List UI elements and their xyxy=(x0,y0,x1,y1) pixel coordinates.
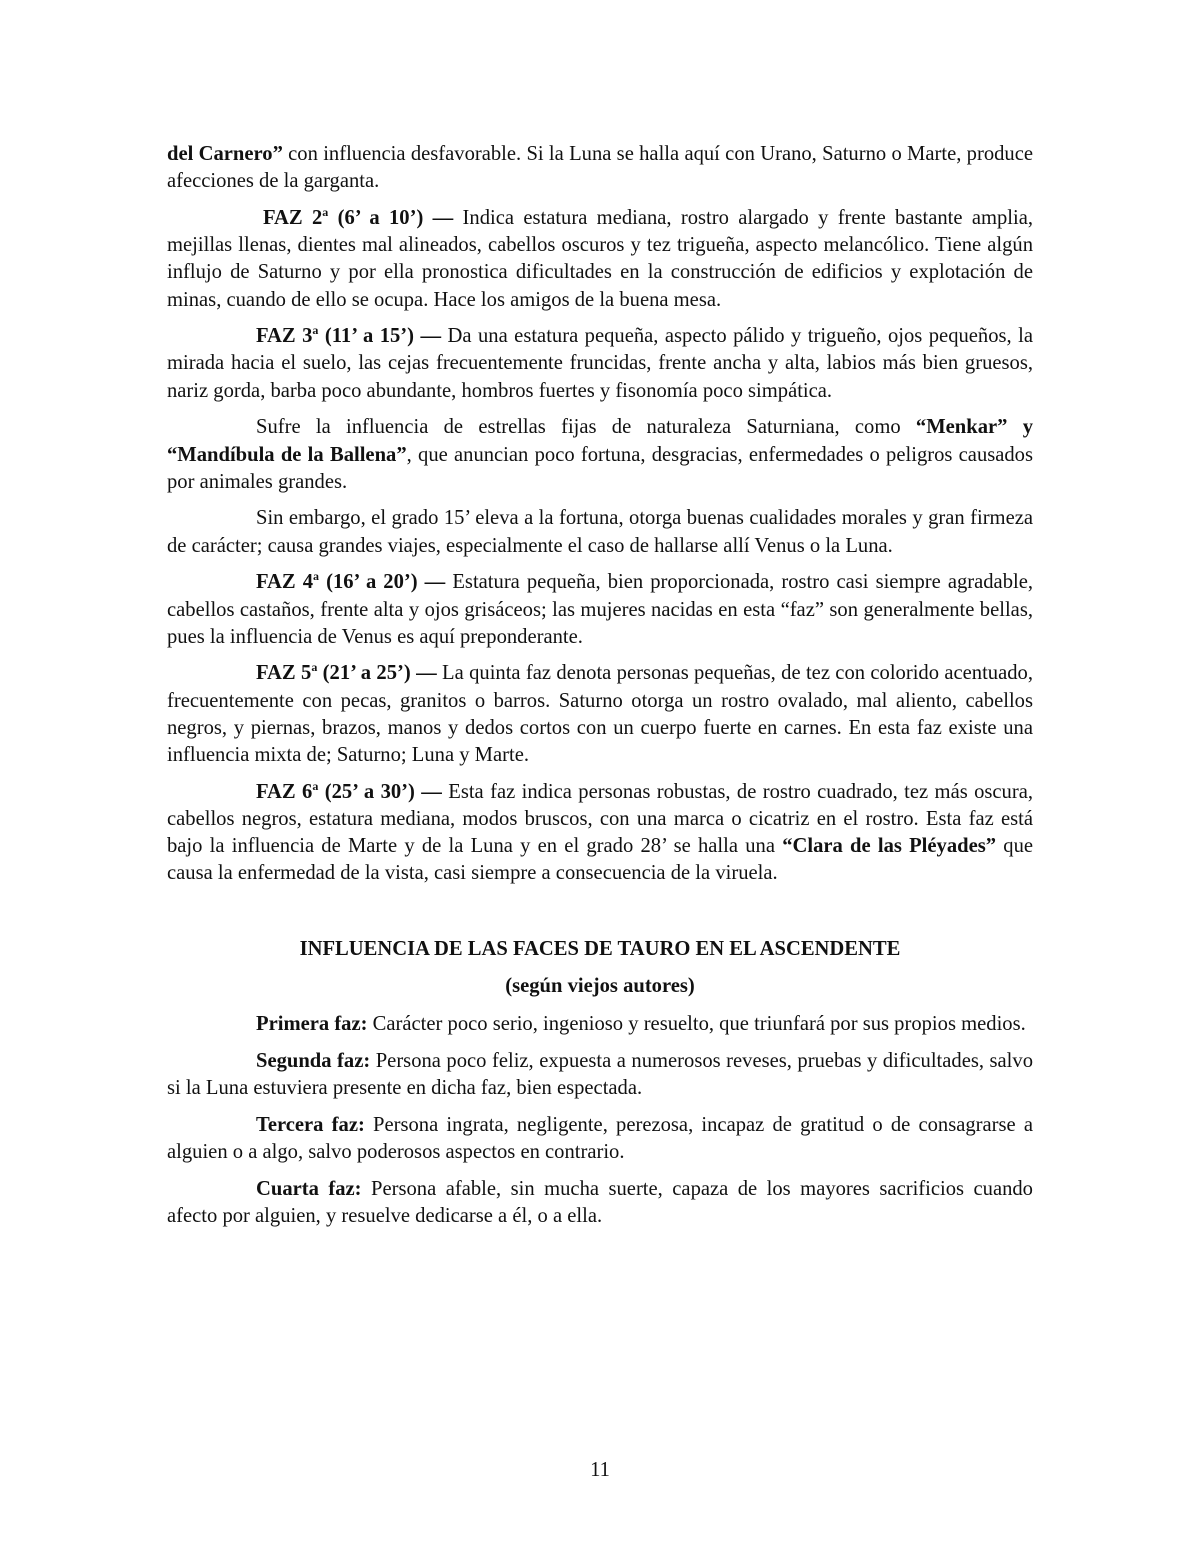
paragraph-tercera-faz: Tercera faz: Persona ingrata, negligente, perezosa, incapaz de gratitud o de consagrarse a alguien o a algo, salvo poderosos aspectos en contrario. xyxy=(167,1113,1033,1163)
page-body xyxy=(167,141,1033,1239)
paragraph-grado-15: Sin embargo, el grado 15’ eleva a la fortuna, otorga buenas cualidades morales y gran firmeza de carácter; causa grandes viajes, especialmente el caso de hallarse allí Venus o la Luna. xyxy=(167,507,1033,557)
faz-heading: FAZ 3$^a$ (11’ a 15’) — xyxy=(256,323,442,348)
faz-label: Tercera faz: xyxy=(256,1113,365,1136)
paragraph-primera-faz: Primera faz: Carácter poco serio, ingenioso y resuelto, que triunfará por sus propios medios. xyxy=(256,1012,1026,1035)
paragraph-faz-5 xyxy=(167,660,1033,769)
paragraph-segunda-faz: Segunda faz: Persona poco feliz, expuesta a numerosos reveses, pruebas y dificultades, salvo si la Luna estuviera presente en dicha faz, bien espectada. xyxy=(167,1049,1033,1099)
paragraph-text: Da una estatura pequeña, aspecto pálido y trigueño, ojos pequeños, la mirada hacia el suelo, las cejas frecuentemente fruncidas, frente ancha y alta, labios más bien gruesos, nariz gorda, barba poco abundante, hombros fuertes y fisonomía poco simpática. xyxy=(167,325,1033,402)
faz-heading: FAZ 5$^a$ (21’ a 25’) — xyxy=(256,660,437,685)
section-title: INFLUENCIA DE LAS FACES DE TAURO EN EL ASCENDENTE xyxy=(299,937,901,960)
paragraph-estrellas-fijas: Sufre la influencia de estrellas fijas de naturaleza Saturniana, como “Menkar” y “Mandíbula de la Ballena”, que anuncian poco fortuna, desgracias, enfermedades o peligros causados por animales grandes. xyxy=(167,416,1033,493)
paragraph-carnero xyxy=(167,141,1033,195)
bold-term: “Menkar” y “Mandíbula de la Ballena” xyxy=(167,416,1033,466)
faz-label: Primera faz: xyxy=(256,1012,368,1035)
paragraph-faz-2 xyxy=(167,205,1033,314)
paragraph-text: Indica estatura mediana, rostro alargado y frente bastante amplia, mejillas llenas, dientes mal alineados, cabellos oscuros y tez trigueña, aspecto melancólico. Tiene algún influjo de Saturno y por ella pronostica dificultades en la construcción de edificios y explotación de minas, cuando de ello se ocupa. Hace los amigos de la buena mesa. xyxy=(167,206,1034,311)
paragraph-text: Estatura pequeña, bien proporcionada, rostro casi siempre agradable, cabellos castaños, frente alta y ojos grisáceos; las mujeres nacidas en esta “faz” son generalmente bellas, pues la influencia de Venus es aquí preponderante. xyxy=(167,571,1033,648)
paragraph-faz-4 xyxy=(167,569,1033,651)
paragraph-text: con influencia desfavorable. Si la Luna se halla aquí con Urano, Saturno o Marte, produce afecciones de la garganta. xyxy=(167,143,1033,193)
paragraph-text: La quinta faz denota personas pequeñas, de tez con colorido acentuado, frecuentemente con pecas, granitos o barros. Saturno otorga un rostro ovalado, mal aliento, cabellos negros, y piernas, brazos, manos y dedos cortos con un cuerpo fuerte en carnes. En esta faz existe una influencia mixta de; Saturno; Luna y Marte. xyxy=(167,662,1033,767)
paragraph-faz-3 xyxy=(167,323,1033,405)
paragraph-faz-6: FAZ 6$^a$ (25’ a 30’) — Esta faz indica personas robustas, de rostro cuadrado, tez más oscura, cabellos negros, estatura mediana, modos bruscos, con una marca o cicatriz en el rostro. Esta faz está bajo la influencia de Marte y de la Luna y en el grado 28’ se halla una “Clara de las Pléyades” que causa la enfermedad de la vista, casi siempre a consecuencia de la viruela. xyxy=(167,778,1034,885)
faz-label: Segunda faz: xyxy=(256,1049,371,1072)
bold-term: del Carnero” xyxy=(167,143,283,165)
page-number: 11 xyxy=(590,1459,610,1481)
paragraph-cuarta-faz: Cuarta faz: Persona afable, sin mucha suerte, capaza de los mayores sacrificios cuando afecto por alguien, y resuelve dedicarse a él, o a ella. xyxy=(167,1177,1033,1227)
faz-heading: FAZ 4$^a$ (16’ a 20’) — xyxy=(256,569,446,594)
faz-label: Cuarta faz: xyxy=(256,1177,362,1200)
bold-term: “Clara de las Pléyades” xyxy=(782,835,997,858)
faz-heading: FAZ 2$^a$ (6’ a 10’) — xyxy=(263,204,454,229)
faz-heading: FAZ 6$^a$ (25’ a 30’) — xyxy=(256,778,442,803)
section-subtitle: (según viejos autores) xyxy=(505,974,695,997)
